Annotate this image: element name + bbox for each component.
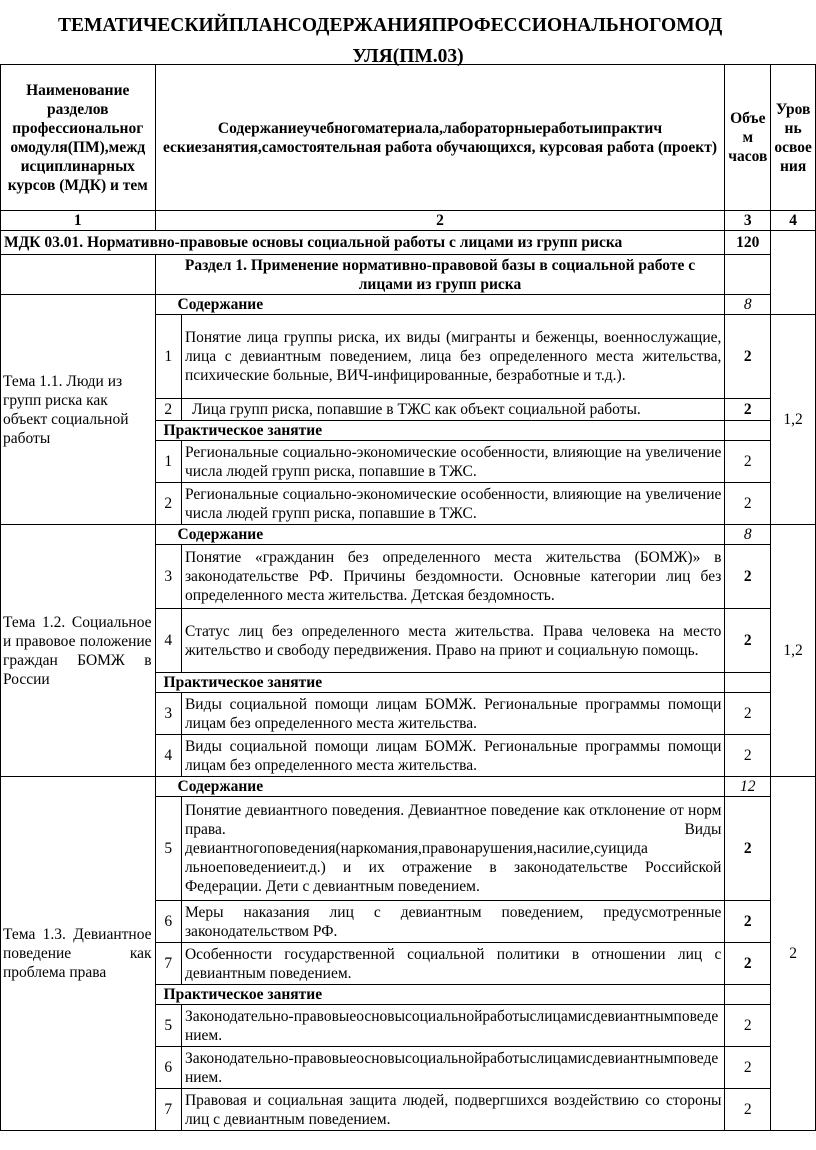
topic3-item-6-hours: 2 — [725, 901, 771, 943]
topic3-practice-7-hours: 2 — [725, 1089, 771, 1131]
topic2-item-3-number: 3 — [155, 545, 181, 609]
topic3-item-6-number: 6 — [155, 901, 181, 943]
topic2-name: Тема 1.2. Социальное и правовое положение граждан БОМЖ в России — [1, 525, 156, 777]
document-title — [0, 10, 816, 72]
topic1-practice-label: Практическое занятие — [155, 421, 725, 441]
topic3-practice-6-number: 6 — [155, 1047, 181, 1089]
thematic-plan-table — [0, 64, 816, 1131]
level-empty-top — [771, 231, 816, 315]
section-row — [1, 255, 816, 295]
topic2-practice-3-text: Виды социальной помощи лицам БОМЖ. Региональные программы помощи лицам без определенного места жительства. — [181, 693, 724, 735]
topic1-name: Тема 1.1. Люди из групп риска как объект социальной работы — [1, 295, 156, 525]
topic3-content-label: Содержание — [155, 777, 725, 797]
topic2-item-4-text: Статус лиц без определенного места жительства. Права человека на место жительство и свободу передвижения. Право на приют и социальную помощь. — [181, 609, 724, 673]
topic3-practice-7-text: Правовая и социальная защита людей, подвергшихся воздействию со стороны лиц с девиантным поведением. — [181, 1089, 724, 1131]
topic3-name: Тема 1.3. Девиантное поведение как проблема права — [1, 777, 156, 1131]
topic2-practice-hours — [725, 673, 771, 693]
section-spacer — [1, 255, 156, 295]
topic1-item-2-hours: 2 — [725, 399, 771, 421]
topic1-practice-2-number: 2 — [155, 483, 181, 525]
topic3-practice-label: Практическое занятие — [155, 985, 725, 1005]
topic2-practice-4-text: Виды социальной помощи лицам БОМЖ. Региональные программы помощи лицам без определенного места жительства. — [181, 735, 724, 777]
topic1-item-2-number: 2 — [155, 399, 181, 421]
topic3-practice-6-hours: 2 — [725, 1047, 771, 1089]
topic1-item-2-text: Лица групп риска, попавшие в ТЖС как объект социальной работы. — [181, 399, 724, 421]
column-number-row — [1, 211, 816, 231]
topic1-level: 1,2 — [771, 315, 816, 525]
topic2-content-row — [1, 525, 816, 545]
mdk-row — [1, 231, 816, 255]
topic1-practice-2-hours: 2 — [725, 483, 771, 525]
topic2-content-label: Содержание — [155, 525, 725, 545]
topic3-item-7-text: Особенности государственной социальной политики в отношении лиц с девиантным поведением. — [181, 943, 724, 985]
topic2-practice-label: Практическое занятие — [155, 673, 725, 693]
topic3-practice-7-number: 7 — [155, 1089, 181, 1131]
header-row — [1, 65, 816, 211]
topic1-item-1-hours: 2 — [725, 315, 771, 399]
topic3-practice-hours — [725, 985, 771, 1005]
section-hours — [725, 255, 771, 295]
topic3-practice-5-number: 5 — [155, 1005, 181, 1047]
topic3-content-hours: 12 — [725, 777, 771, 797]
topic1-content-hours: 8 — [725, 295, 771, 315]
mdk-title: МДК 03.01. Нормативно-правовые основы социальной работы с лицами из групп риска — [1, 231, 725, 255]
topic2-item-3-hours: 2 — [725, 545, 771, 609]
topic2-practice-3-hours: 2 — [725, 693, 771, 735]
col-number-1: 1 — [1, 211, 156, 231]
col-number-2: 2 — [155, 211, 725, 231]
header-col2: Содержаниеучебногоматериала,лабораторныеработыипрактич ескиезанятия,самостоятельная работа обучающихся, курсовая работа (проект) — [155, 65, 725, 211]
topic3-item-7-hours: 2 — [725, 943, 771, 985]
topic3-item-7-number: 7 — [155, 943, 181, 985]
topic3-item-5-number: 5 — [155, 797, 181, 901]
topic3-practice-6-text: Законодательно-правовыеосновысоциальнойработыслицамисдевиантнымповедением. — [181, 1047, 724, 1089]
mdk-hours: 120 — [725, 231, 771, 255]
title-line-2: УЛЯ(ПМ.03) — [352, 46, 464, 67]
topic2-item-4-number: 4 — [155, 609, 181, 673]
topic3-item-6-text: Меры наказания лиц с девиантным поведением, предусмотренные законодательством РФ. — [181, 901, 724, 943]
topic1-practice-hours — [725, 421, 771, 441]
header-col1: Наименование разделов профессиональног омодуля(ПМ),межд исциплинарных курсов (МДК) и тем — [1, 65, 156, 211]
topic1-content-label: Содержание — [155, 295, 725, 315]
topic1-practice-1-number: 1 — [155, 441, 181, 483]
topic2-item-3-text: Понятие «гражданин без определенного места жительства (БОМЖ)» в законодательстве РФ. Причины бездомности. Основные категории лиц без определенного места жительства. Детская бездомность. — [181, 545, 724, 609]
col-number-4: 4 — [771, 211, 816, 231]
topic2-practice-3-number: 3 — [155, 693, 181, 735]
topic1-item-1-text: Понятие лица группы риска, их виды (мигранты и беженцы, военнослужащие, лица с девиантным поведением, лица без определенного места жительства, психические больные, ВИЧ-инфицированные, безработные и т.д.). — [181, 315, 724, 399]
topic3-item-5-text: Понятие девиантного поведения. Девиантное поведение как отклонение от норм права. Виды девиантногоповедения(наркомания,правонарушения,насилие,суицида льноеповедениеит.д.) и их отражение в законодательстве Российской Федерации. Дети с девиантным поведением. — [181, 797, 724, 901]
topic2-practice-4-number: 4 — [155, 735, 181, 777]
topic1-item-1-number: 1 — [155, 315, 181, 399]
topic2-content-hours: 8 — [725, 525, 771, 545]
section-title: Раздел 1. Применение нормативно-правовой базы в социальной работе с лицами из групп риска — [155, 255, 725, 295]
header-col3: Объе м часов — [725, 65, 771, 211]
topic1-practice-1-hours: 2 — [725, 441, 771, 483]
topic2-practice-4-hours: 2 — [725, 735, 771, 777]
topic3-level: 2 — [771, 777, 816, 1131]
topic3-item-5-hours: 2 — [725, 797, 771, 901]
topic2-item-4-hours: 2 — [725, 609, 771, 673]
topic3-practice-5-hours: 2 — [725, 1005, 771, 1047]
topic1-practice-2-text: Региональные социально-экономические особенности, влияющие на увеличение числа людей групп риска, попавшие в ТЖС. — [181, 483, 724, 525]
title-line-1: ТЕМАТИЧЕСКИЙПЛАНСОДЕРЖАНИЯПРОФЕССИОНАЛЬНОГОМОД — [58, 15, 723, 36]
topic3-content-row — [1, 777, 816, 797]
topic1-content-row — [1, 295, 816, 315]
topic1-practice-1-text: Региональные социально-экономические особенности, влияющие на увеличение числа людей групп риска, попавшие в ТЖС. — [181, 441, 724, 483]
col-number-3: 3 — [725, 211, 771, 231]
topic2-level: 1,2 — [771, 525, 816, 777]
header-col4: Уров нь освое ния — [771, 65, 816, 211]
topic3-practice-5-text: Законодательно-правовыеосновысоциальнойработыслицамисдевиантнымповедением. — [181, 1005, 724, 1047]
